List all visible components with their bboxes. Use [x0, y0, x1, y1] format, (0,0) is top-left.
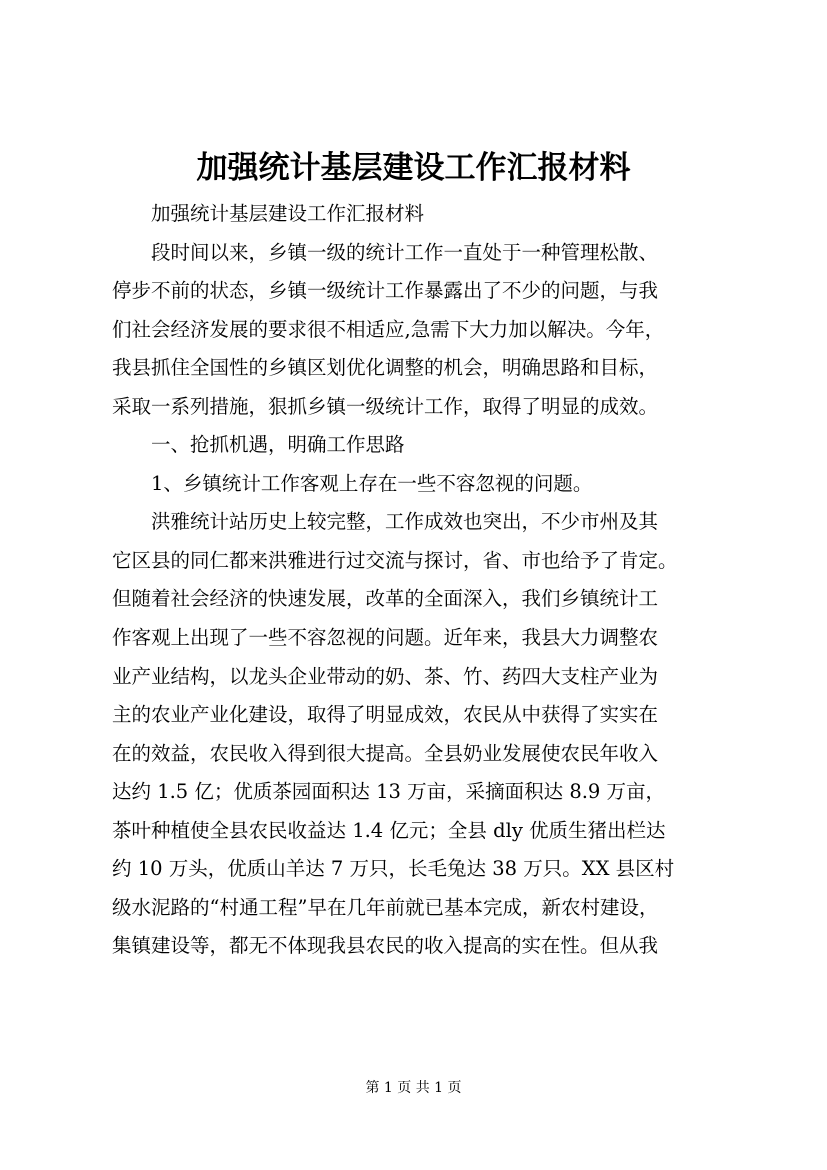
body-line: 但随着社会经济的快速发展，改革的全面深入，我们乡镇统计工 [112, 587, 659, 611]
document-body [112, 195, 738, 966]
body-line: 它区县的同仁都来洪雅进行过交流与探讨，省、市也给予了肯定。 [112, 548, 678, 572]
body-line: 段时间以来，乡镇一级的统计工作一直处于一种管理松散、 [151, 240, 659, 264]
body-line: 采取一系列措施，狠抓乡镇一级统计工作，取得了明显的成效。 [112, 394, 659, 418]
body-line: 达约 1.5 亿；优质茶园面积达 13 万亩，采摘面积达 8.9 万亩， [112, 780, 666, 804]
body-line: 集镇建设等，都无不体现我县农民的收入提高的实在性。但从我 [112, 934, 659, 958]
body-line: 我县抓住全国性的乡镇区划优化调整的机会，明确思路和目标， [112, 356, 659, 380]
body-line: 级水泥路的“村通工程”早在几年前就已基本完成，新农村建设， [112, 895, 659, 919]
body-line: 茶叶种植使全县农民收益达 1.4 亿元；全县 dly 优质生猪出栏达 [112, 818, 666, 842]
body-line: 约 10 万头，优质山羊达 7 万只，长毛兔达 38 万只。XX 县区村 [112, 857, 675, 881]
body-line: 1、乡镇统计工作客观上存在一些不容忽视的问题。 [151, 471, 593, 495]
body-line: 停步不前的状态，乡镇一级统计工作暴露出了不少的问题，与我 [112, 279, 659, 303]
body-line: 加强统计基层建设工作汇报材料 [151, 202, 425, 225]
body-line: 主的农业产业化建设，取得了明显成效，农民从中获得了实实在 [112, 703, 659, 727]
body-line: 业产业结构，以龙头企业带动的奶、茶、竹、药四大支柱产业为 [112, 664, 659, 688]
body-line: 洪雅统计站历史上较完整，工作成效也突出，不少市州及其 [151, 510, 659, 534]
body-line: 一、抢抓机遇，明确工作思路 [151, 433, 405, 457]
body-line: 作客观上出现了一些不容忽视的问题。近年来，我县大力调整农 [112, 626, 659, 650]
document-title: 加强统计基层建设工作汇报材料 [196, 150, 631, 186]
page-footer: 第 1 页 共 1 页 [365, 1080, 462, 1096]
body-line: 在的效益，农民收入得到很大提高。全县奶业发展使农民年收入 [112, 741, 659, 765]
body-line: 们社会经济发展的要求很不相适应,急需下大力加以解决。今年， [112, 317, 665, 341]
